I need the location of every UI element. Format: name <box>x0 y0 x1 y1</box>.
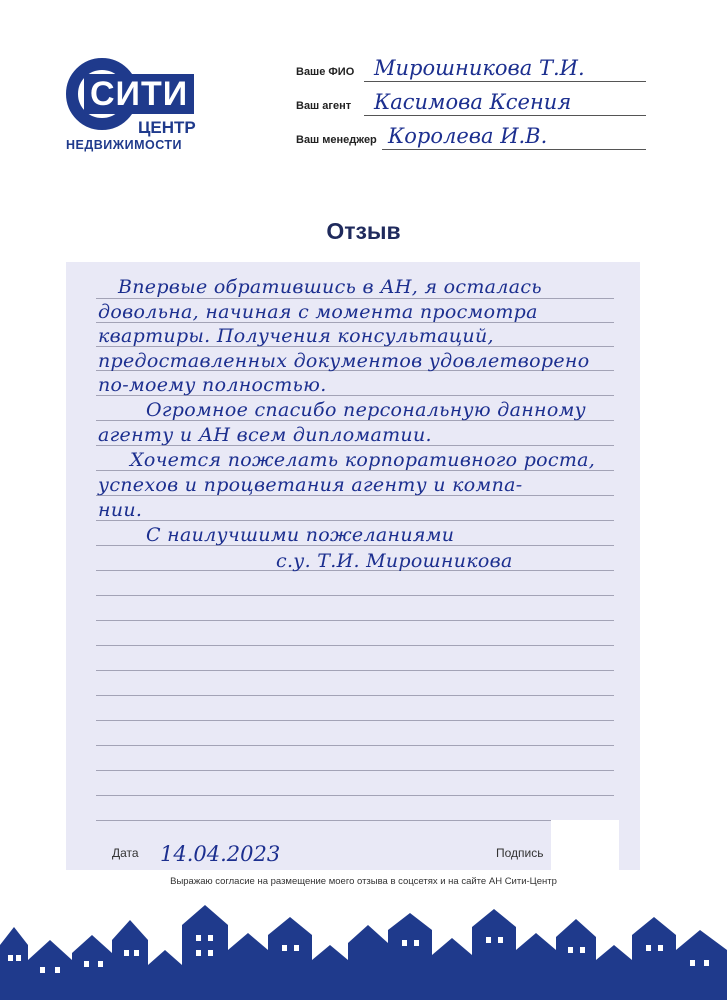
ruled-line <box>96 298 614 299</box>
field-manager-value: Королева И.В. <box>388 124 548 148</box>
field-name-label: Ваше ФИО <box>296 66 355 78</box>
review-line: Впервые обратившись в АН, я осталась <box>118 276 542 298</box>
field-manager <box>296 126 646 150</box>
ruled-line <box>96 620 614 621</box>
page-title: Отзыв <box>326 218 401 244</box>
consent-text: Выражаю согласие на размещение моего отзыва в соцсетях и на сайте АН Сити-Центр <box>170 876 557 887</box>
logo-subtitle-2: НЕДВИЖИМОСТИ <box>66 138 183 152</box>
ruled-line <box>96 695 614 696</box>
field-agent-value: Касимова Ксения <box>374 90 572 114</box>
ruled-line <box>96 795 614 796</box>
review-line: успехов и процветания агенту и компа- <box>98 474 523 496</box>
ruled-line <box>96 720 614 721</box>
field-agent-label: Ваш агент <box>296 100 352 112</box>
review-line: предоставленных документов удовлетворено <box>98 350 590 372</box>
ruled-line <box>96 670 614 671</box>
review-line: по-моему полностью. <box>98 374 327 396</box>
company-logo <box>66 58 216 158</box>
field-name <box>296 58 646 82</box>
date-value: 14.04.2023 <box>160 842 281 866</box>
date-label: Дата <box>112 846 139 860</box>
field-agent <box>296 92 646 116</box>
field-manager-label: Ваш менеджер <box>296 134 377 146</box>
review-line: нии. <box>98 499 143 521</box>
signature-box <box>551 820 619 870</box>
field-agent-underline <box>364 115 646 116</box>
review-line: квартиры. Получения консультаций, <box>98 325 494 347</box>
ruled-line <box>96 595 614 596</box>
logo-subtitle: ЦЕНТР <box>138 118 196 137</box>
logo-name: СИТИ <box>84 74 194 114</box>
field-name-underline <box>364 81 646 82</box>
review-line: С наилучшими пожеланиями <box>146 524 455 546</box>
review-signature-line: с.у. Т.И. Мирошникова <box>276 550 513 572</box>
signature-label: Подпись <box>496 846 544 860</box>
ruled-line <box>96 645 614 646</box>
review-line: агенту и АН всем дипломатии. <box>98 424 432 446</box>
review-line: довольна, начиная с момента просмотра <box>98 301 538 323</box>
review-sheet <box>66 262 640 870</box>
field-name-value: Мирошникова Т.И. <box>374 56 585 80</box>
ruled-line <box>96 520 614 521</box>
field-manager-underline <box>382 149 646 150</box>
ruled-line <box>96 745 614 746</box>
review-line: Хочется пожелать корпоративного роста, <box>130 449 596 471</box>
ruled-line <box>96 820 614 821</box>
ruled-line <box>96 770 614 771</box>
review-line: Огромное спасибо персональную данному <box>146 399 586 421</box>
city-skyline-illustration <box>0 905 727 1000</box>
